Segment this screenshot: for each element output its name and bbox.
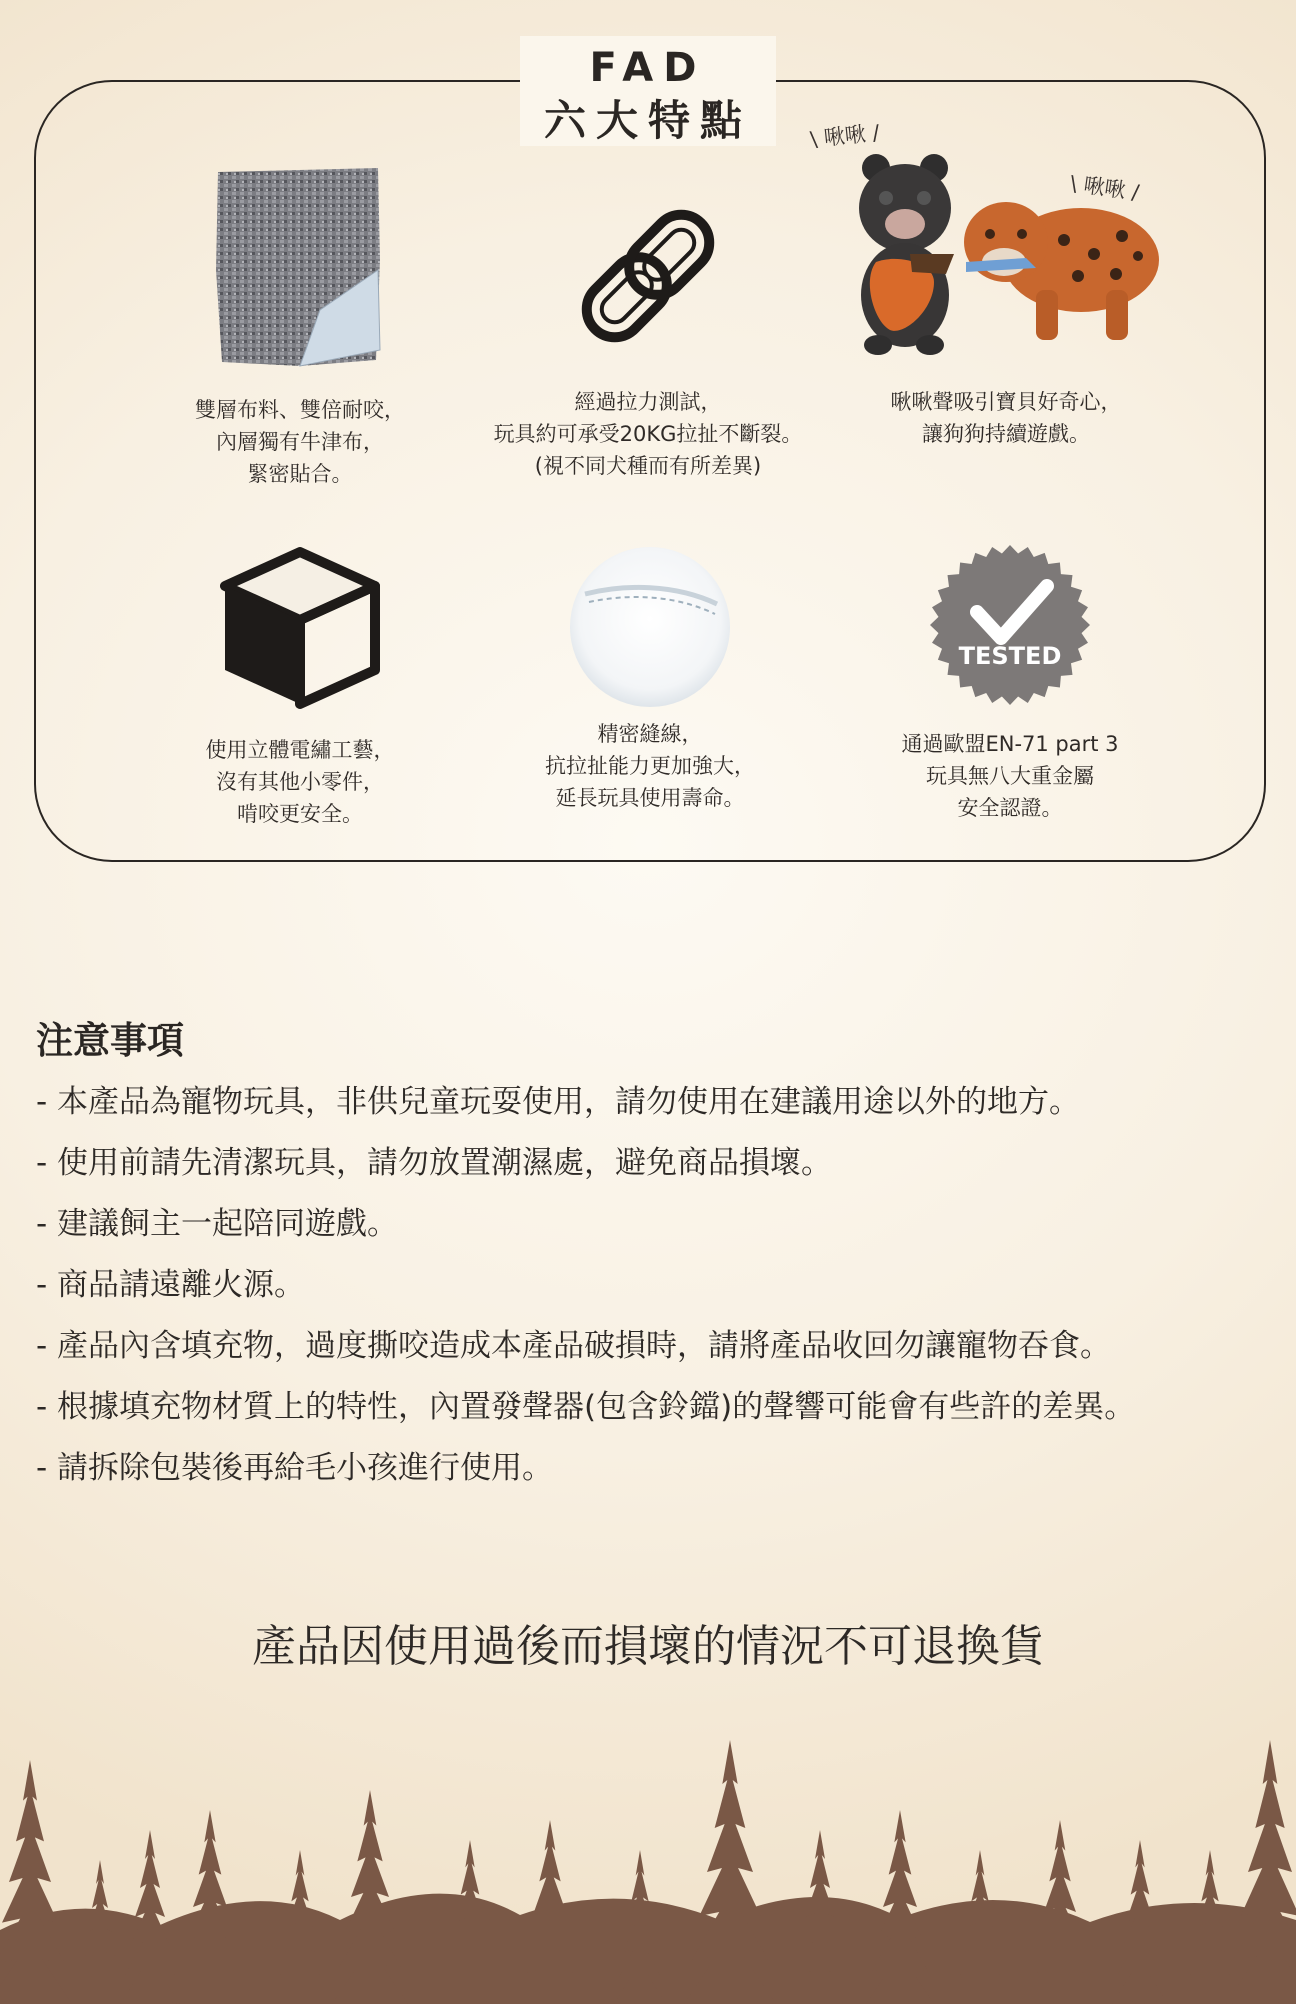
- notes-item: - 使用前請先清潔玩具，請勿放置潮濕處，避免商品損壞。: [36, 1145, 833, 1181]
- notes-item: - 產品內含填充物，過度撕咬造成本產品破損時，請將產品收回勿讓寵物吞食。: [36, 1328, 1112, 1364]
- fabric-swatch-image: [200, 160, 400, 380]
- feature-certification: [810, 540, 1210, 840]
- feature-stitching: [450, 540, 850, 840]
- squeak-label: \ 啾啾 /: [809, 120, 881, 152]
- notes-item: - 請拆除包裝後再給毛小孩進行使用。: [36, 1450, 554, 1486]
- notes-item: - 商品請遠離火源。: [36, 1267, 306, 1303]
- no-return-notice: 產品因使用過後而損壞的情況不可退換貨: [252, 1621, 1044, 1672]
- forest-silhouette: [0, 1740, 1296, 2004]
- tested-badge-icon: [925, 540, 1095, 710]
- feature-line: 抗拉扯能力更加強大，: [545, 754, 755, 778]
- feature-line: 緊密貼合。: [247, 462, 353, 486]
- feature-line: 延長玩具使用壽命。: [555, 786, 745, 810]
- feature-fabric-desc: [100, 394, 500, 490]
- feature-line: (視不同犬種而有所差異): [534, 454, 762, 478]
- feature-line: 精密縫線，: [597, 722, 703, 746]
- feature-line: 沒有其他小零件，: [216, 770, 384, 794]
- chain-link-icon: [548, 176, 748, 376]
- notes-item: - 本產品為寵物玩具，非供兒童玩耍使用，請勿使用在建議用途以外的地方。: [36, 1084, 1081, 1120]
- cube-icon: [215, 544, 385, 714]
- feature-line: 啾啾聲吸引寶貝好奇心，: [890, 390, 1122, 414]
- feature-line: 經過拉力測試，: [574, 390, 722, 414]
- feature-line: 玩具無八大重金屬: [926, 764, 1094, 788]
- feature-line: 使用立體電繡工藝，: [205, 738, 395, 762]
- notes-title: 注意事項: [36, 1019, 184, 1062]
- badge-text: TESTED: [958, 642, 1062, 670]
- feature-squeaker: [806, 110, 1206, 510]
- bear-toy: [859, 154, 954, 355]
- feature-line: 安全認證。: [957, 796, 1063, 820]
- brand-name: FAD: [589, 45, 707, 91]
- feature-line: 內層獨有牛津布，: [216, 430, 384, 454]
- feature-squeaker-desc: [806, 386, 1206, 450]
- feature-line: 玩具約可承受20KG拉扯不斷裂。: [493, 422, 803, 446]
- feature-embroidery-desc: [100, 734, 500, 830]
- feature-line: 啃咬更安全。: [237, 802, 363, 826]
- feature-strength: [448, 150, 848, 510]
- leopard-toy: [964, 202, 1159, 340]
- feature-line: 通過歐盟EN-71 part 3: [901, 732, 1119, 756]
- features-heading: [520, 36, 776, 146]
- features-title: 六大特點: [543, 96, 752, 145]
- notes-list: [36, 1072, 1276, 1499]
- squeak-label: \ 啾啾 /: [1068, 171, 1141, 205]
- feature-certification-desc: [810, 728, 1210, 824]
- feature-stitching-desc: [450, 718, 850, 814]
- feature-fabric: [100, 150, 500, 510]
- feature-line: 雙層布料、雙倍耐咬，: [195, 398, 405, 422]
- notes-item: - 建議飼主一起陪同遊戲。: [36, 1206, 399, 1242]
- feature-line: 讓狗狗持續遊戲。: [922, 422, 1090, 446]
- stitching-closeup-image: [565, 542, 735, 712]
- notes-item: - 根據填充物材質上的特性，內置發聲器(包含鈴鐺)的聲響可能會有些許的差異。: [36, 1389, 1136, 1425]
- feature-embroidery: [100, 540, 500, 840]
- feature-strength-desc: [448, 386, 848, 482]
